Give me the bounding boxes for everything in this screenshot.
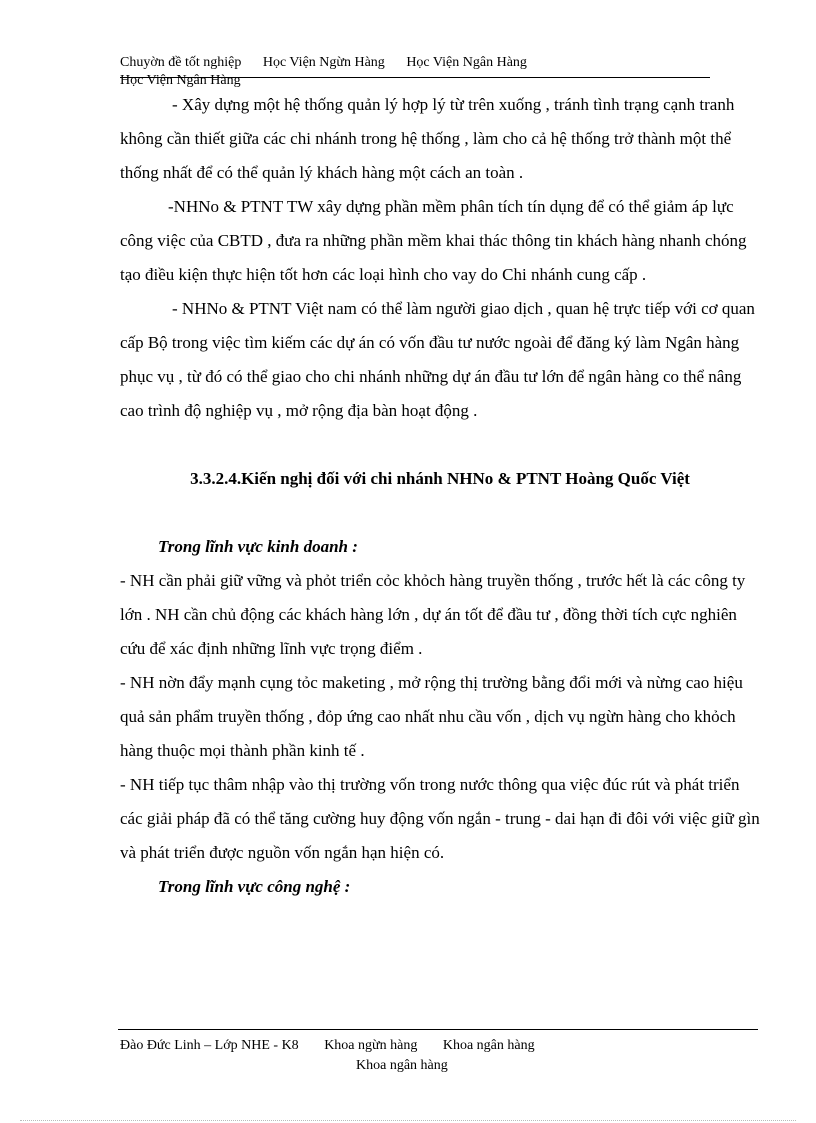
header-title: Chuyờn đề tốt nghiệp — [120, 55, 242, 70]
header-line — [120, 54, 710, 72]
paragraph-4: - NH cần phải giữ vững và phỏt triển cỏc khỏch hàng truyền thống , trước hết là các công ty lớn . NH cần chủ động các khách hàng lớn , dự án tốt để đầu tư , đồng thời tích cực nghiên cứu để xác định những lĩnh vực trọng điểm . — [120, 571, 746, 658]
footer-faculty-alt: Khoa ngân hàng — [442, 1038, 535, 1053]
footer-faculty: Khoa ngừn hàng — [324, 1038, 418, 1053]
header-institution: Học Viện Ngừn Hàng — [262, 55, 385, 70]
footer-author: Đào Đức Linh – Lớp NHE - K8 — [120, 1038, 299, 1053]
header-institution-alt: Học Viện Ngân Hàng — [406, 55, 527, 70]
footer-line-2: Khoa ngân hàng — [356, 1058, 448, 1073]
page-content — [120, 88, 760, 904]
subheading-technology: Trong lĩnh vực công nghệ : — [158, 877, 351, 896]
footer-divider — [118, 1029, 758, 1030]
section-heading: 3.3.2.4.Kiến nghị đối với chi nhánh NHNo & PTNT Hoàng Quốc Việt — [190, 469, 690, 488]
page-footer — [120, 1036, 760, 1076]
header-line-2: Học Viện Ngân Hàng — [120, 73, 241, 88]
paragraph-5: - NH nờn đẩy mạnh cụng tỏc maketing , mở rộng thị trường bằng đổi mới và nừng cao hiệu quả sản phẩm truyền thống , đỏp ứng cao nhất nhu cầu vốn , dịch vụ ngừn hàng cho khỏch hàng thuộc mọi thành phần kinh tế . — [120, 673, 743, 760]
footer-line — [120, 1036, 760, 1056]
subheading-business: Trong lĩnh vực kinh doanh : — [158, 537, 358, 556]
page-header — [120, 54, 710, 90]
paragraph-3: - NHNo & PTNT Việt nam có thể làm người giao dịch , quan hệ trực tiếp với cơ quan cấp Bộ trong việc tìm kiếm các dự án có vốn đầu tư nước ngoài để đăng ký làm Ngân hàng phục vụ , từ đó có thể giao cho chi nhánh những dự án đầu tư lớn để ngân hàng co thể nâng cao trình độ nghiệp vụ , mở rộng địa bàn hoạt động . — [120, 299, 755, 420]
page-bottom-border — [20, 1120, 796, 1121]
paragraph-6: - NH tiếp tục thâm nhập vào thị trường vốn trong nước thông qua việc đúc rút và phát triển các giải pháp đã có thể tăng cường huy động vốn ngắn - trung - dai hạn đi đôi với việc giữ gìn và phát triển được nguồn vốn ngắn hạn hiện có. — [120, 775, 760, 862]
header-divider — [120, 77, 710, 78]
paragraph-1: - Xây dựng một hệ thống quản lý hợp lý từ trên xuống , tránh tình trạng cạnh tranh không cần thiết giữa các chi nhánh trong hệ thống , làm cho cả hệ thống trở thành một thể thống nhất để có thể quản lý khách hàng một cách an toàn . — [120, 95, 735, 182]
paragraph-2: -NHNo & PTNT TW xây dựng phần mềm phân tích tín dụng để có thể giảm áp lực công việc của CBTD , đưa ra những phần mềm khai thác thông tin khách hàng nhanh chóng tạo điều kiện thực hiện tốt hơn các loại hình cho vay do Chi nhánh cung cấp . — [120, 197, 747, 284]
